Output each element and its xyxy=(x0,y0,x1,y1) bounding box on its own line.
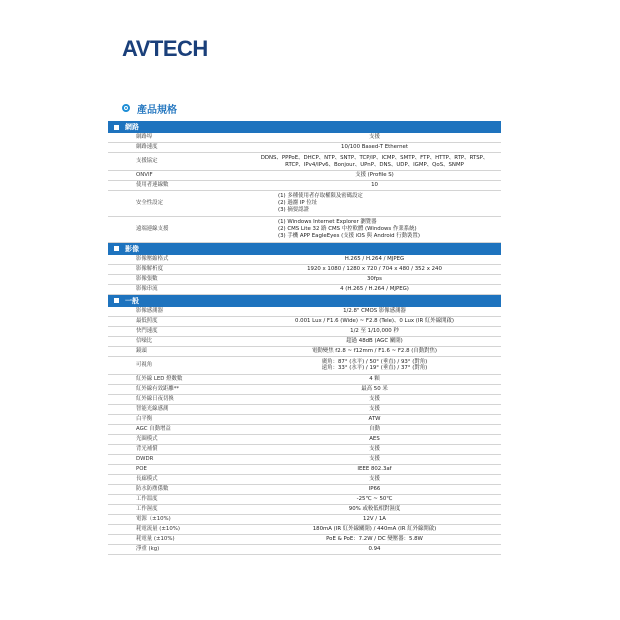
spec-row xyxy=(108,445,501,455)
spec-value-line: 10/100 Based-T Ethernet xyxy=(341,144,408,151)
spec-label: POE xyxy=(136,466,147,473)
spec-value xyxy=(248,516,501,523)
spec-label: 智能光線感測 xyxy=(136,406,169,413)
spec-value-line: 4 顆 xyxy=(369,376,380,383)
section-title: 網路 xyxy=(125,123,139,131)
spec-label: 工作濕度 xyxy=(136,506,158,513)
spec-row xyxy=(108,265,501,275)
spec-value-line: 1/2.8" CMOS 影像感測器 xyxy=(343,307,406,314)
spec-label: 防水防塵係數 xyxy=(136,486,169,493)
spec-value xyxy=(248,446,501,453)
spec-value-line: 廣角：87° (水平) / 50° (垂直) / 93° (對角) xyxy=(321,358,428,365)
spec-value-line: 30fps xyxy=(367,275,382,282)
spec-value xyxy=(248,476,501,483)
square-bullet-icon xyxy=(114,246,119,251)
spec-value xyxy=(248,144,501,151)
section-header xyxy=(108,243,501,255)
spec-label: 紅外線有效距離** xyxy=(136,386,180,393)
spec-label: 支援協定 xyxy=(136,158,158,165)
spec-value xyxy=(248,456,501,463)
spec-value xyxy=(248,134,501,141)
spec-row xyxy=(108,327,501,337)
spec-value xyxy=(248,219,501,239)
spec-label: 紅外線日夜切換 xyxy=(136,396,174,403)
spec-value-line: (3) 摘要認證 xyxy=(278,206,309,213)
spec-row xyxy=(108,133,501,143)
spec-value xyxy=(248,348,501,355)
spec-row xyxy=(108,475,501,485)
spec-value-line: 90% 或較低相對濕度 xyxy=(348,506,401,513)
brand-logo: AVTECH xyxy=(122,36,208,61)
spec-row xyxy=(108,405,501,415)
section-title: 影像 xyxy=(125,244,139,253)
spec-row xyxy=(108,505,501,515)
spec-value-line: 支援 xyxy=(369,406,380,413)
spec-label: ONVIF xyxy=(136,172,153,179)
spec-value-line: (1) 多種使用者存取權限及密碼設定 xyxy=(278,193,363,200)
square-bullet-icon xyxy=(114,298,119,303)
spec-value-line: ATW xyxy=(368,416,381,423)
spec-value xyxy=(248,496,501,503)
spec-value-line: 支援 xyxy=(369,456,380,463)
section-title: 一般 xyxy=(125,296,139,305)
spec-label: 網路速度 xyxy=(136,144,158,151)
spec-value-line: 4 (H.265 / H.264 / MJPEG) xyxy=(340,285,409,292)
spec-label: 長廊模式 xyxy=(136,476,158,483)
spec-row xyxy=(108,385,501,395)
spec-value-line: 自動 xyxy=(369,426,380,433)
spec-row xyxy=(108,465,501,475)
spec-row xyxy=(108,357,501,375)
spec-row xyxy=(108,435,501,445)
spec-value xyxy=(248,266,501,273)
spec-value xyxy=(248,426,501,433)
circle-bullet-icon xyxy=(122,104,130,112)
spec-value xyxy=(248,172,501,179)
spec-value xyxy=(248,486,501,493)
spec-value-line: IEEE 802.3af xyxy=(357,466,392,473)
spec-label: 信噪比 xyxy=(136,337,153,344)
spec-value-line: 0.94 xyxy=(368,546,381,553)
spec-value-line: 超過 48dB (AGC 關閉) xyxy=(346,337,403,344)
spec-label: 影像張數 xyxy=(136,275,158,282)
spec-value xyxy=(248,416,501,423)
spec-label: 光圈模式 xyxy=(136,436,158,443)
spec-label: 工作溫度 xyxy=(136,496,158,503)
spec-value-line: DDNS、PPPoE、DHCP、NTP、SNTP、TCP/IP、ICMP、SMTP、FTP、HTTP、RTP、RTSP、 xyxy=(260,154,489,161)
spec-value-line: 支援 xyxy=(369,134,380,141)
spec-table xyxy=(108,121,501,555)
spec-row xyxy=(108,395,501,405)
spec-label: 遠端連線支援 xyxy=(136,226,169,232)
spec-value-line: PoE & PoE：7.2W / DC 變壓器：5.8W xyxy=(326,536,423,543)
spec-label: 淨重 (kg) xyxy=(136,546,160,553)
spec-row xyxy=(108,347,501,357)
spec-value xyxy=(248,466,501,473)
spec-row xyxy=(108,337,501,347)
spec-row xyxy=(108,495,501,505)
spec-row xyxy=(108,181,501,191)
spec-row xyxy=(108,415,501,425)
spec-value-line: 0.001 Lux / F1.6 (Wide) ~ F2.8 (Tele)、0 Lux (IR 紅外線開啟) xyxy=(295,317,454,324)
spec-label: 影像感測器 xyxy=(136,307,163,314)
spec-value xyxy=(248,359,501,373)
spec-value xyxy=(248,536,501,543)
spec-value xyxy=(248,436,501,443)
spec-row xyxy=(108,275,501,285)
spec-label: 電源（±10%) xyxy=(136,516,171,523)
spec-value-line: AES xyxy=(369,436,380,443)
page-title-text: 產品規格 xyxy=(137,104,177,116)
spec-label: 耗電量 (±10%) xyxy=(136,536,175,543)
spec-value xyxy=(248,318,501,325)
spec-row xyxy=(108,317,501,327)
spec-label: 背光補償 xyxy=(136,446,158,453)
spec-value xyxy=(248,308,501,315)
spec-value-line: 1920 x 1080 / 1280 x 720 / 704 x 480 / 352 x 240 xyxy=(307,265,442,272)
spec-value-line: (2) CMS Lite 32 路 CMS 中控軟體 (Windows 作業系統) xyxy=(278,226,417,232)
spec-value xyxy=(248,396,501,403)
spec-row xyxy=(108,545,501,555)
spec-row xyxy=(108,217,501,243)
spec-value xyxy=(248,193,501,213)
spec-value-line: (1) Windows Internet Explorer 瀏覽器 xyxy=(278,219,377,226)
spec-value xyxy=(248,338,501,345)
section-header xyxy=(108,121,501,133)
spec-value-line: -25℃ ~ 50℃ xyxy=(356,496,393,503)
spec-value-line: 支援 (Profile S) xyxy=(355,172,394,179)
spec-value xyxy=(248,328,501,335)
spec-value-line: 支援 xyxy=(369,476,380,483)
spec-row xyxy=(108,171,501,181)
spec-row xyxy=(108,455,501,465)
spec-value xyxy=(248,526,501,533)
spec-row xyxy=(108,191,501,217)
spec-value xyxy=(248,376,501,383)
spec-label: 紅外線 LED 燈數數 xyxy=(136,376,183,383)
spec-value xyxy=(248,286,501,293)
spec-row xyxy=(108,515,501,525)
spec-value-line: RTCP、IPv4/IPv6、Bonjour、UPnP、DNS、UDP、IGMP、QoS、SNMP xyxy=(285,161,464,168)
spec-label: 耗電流量 (±10%) xyxy=(136,526,180,533)
spec-row xyxy=(108,255,501,265)
spec-value-line: 最高 50 米 xyxy=(361,386,388,393)
spec-label: 影像解析度 xyxy=(136,265,163,272)
spec-value-line: 12V / 1A xyxy=(363,516,386,523)
spec-value xyxy=(248,276,501,283)
spec-value xyxy=(248,506,501,513)
spec-value-line: 180mA (IR 紅外線關閉) / 440mA (IR 紅外線開啟) xyxy=(312,526,437,533)
section-header xyxy=(108,295,501,307)
spec-value xyxy=(248,386,501,393)
spec-value xyxy=(248,406,501,413)
spec-row xyxy=(108,485,501,495)
spec-value xyxy=(248,256,501,263)
spec-row xyxy=(108,425,501,435)
spec-label: 白平衡 xyxy=(136,416,153,423)
spec-value xyxy=(248,182,501,189)
square-bullet-icon xyxy=(114,125,119,130)
spec-value-line: 電動變焦 f2.8 ~ f12mm / F1.6 ~ F2.8 (自動對焦) xyxy=(312,347,437,354)
spec-value-line: 10 xyxy=(371,182,378,189)
spec-value-line: 1/2 至 1/10,000 秒 xyxy=(350,327,399,334)
spec-row xyxy=(108,375,501,385)
spec-value-line: (3) 手機 APP EagleEyes (支援 iOS 與 Android 行動裝置) xyxy=(278,232,420,239)
spec-label: 可視角 xyxy=(136,362,153,368)
spec-label: AGC 自動增益 xyxy=(136,426,171,433)
spec-label: 網路埠 xyxy=(136,134,153,141)
spec-label: 安全性設定 xyxy=(136,200,163,207)
spec-row xyxy=(108,525,501,535)
spec-row xyxy=(108,535,501,545)
spec-label: 最低照度 xyxy=(136,317,158,324)
spec-row xyxy=(108,307,501,317)
spec-label: 使用者連線數 xyxy=(136,182,169,189)
spec-value-line: (2) 過濾 IP 位址 xyxy=(278,200,318,207)
spec-value-line: 遠角：33° (水平) / 19° (垂直) / 37° (對角) xyxy=(321,365,428,372)
spec-value-line: 支援 xyxy=(369,396,380,403)
spec-row xyxy=(108,153,501,171)
spec-label: 影像串流 xyxy=(136,285,158,292)
spec-label: DWDR xyxy=(136,456,154,463)
spec-row xyxy=(108,285,501,295)
spec-value xyxy=(248,155,501,169)
spec-label: 鏡頭 xyxy=(136,347,147,354)
spec-value xyxy=(248,546,501,553)
spec-value-line: 支援 xyxy=(369,446,380,453)
spec-row xyxy=(108,143,501,153)
page-title xyxy=(122,101,177,115)
spec-value-line: H.265 / H.264 / MJPEG xyxy=(344,255,405,262)
spec-label: 影像壓縮格式 xyxy=(136,255,169,262)
spec-value-line: IP66 xyxy=(368,486,381,493)
spec-label: 快門速度 xyxy=(136,327,158,334)
